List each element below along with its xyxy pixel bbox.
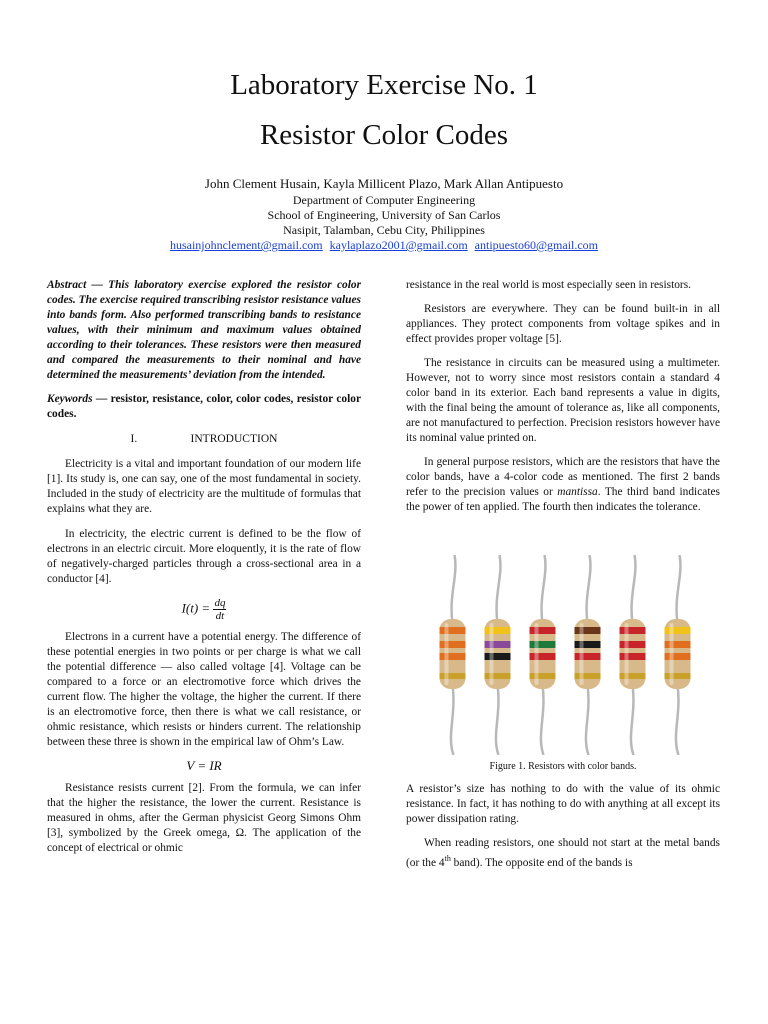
right-column-continued <box>406 782 720 871</box>
section-heading-introduction <box>47 432 361 447</box>
color-band-gold <box>530 673 556 679</box>
resistor-highlight <box>580 623 584 685</box>
paragraph: Electrons in a current have a potential energy. The difference of these potential energies in two points or per charge is what we call the potential difference — also called voltage [4]. Voltage can be compared to a force or an electromotive force which drives the current flow. The higher the voltage, the higher the current. If there is an electromotive force, then there is what we call resistance, or ohmic resistance, which resists or hinders current. The relationship between these three is shown in the empirical law of Ohm’s Law. <box>47 631 361 748</box>
resistor-lead <box>587 555 591 623</box>
equation-current <box>47 597 361 622</box>
figure-caption: Figure 1. Resistors with color bands. <box>489 761 637 772</box>
color-band-red <box>530 627 556 634</box>
email-list <box>0 238 768 253</box>
email-link-antipuesto[interactable]: antipuesto60@gmail.com <box>474 238 599 252</box>
resistor-lead <box>677 555 681 623</box>
paragraph: Resistors are everywhere. They can be found built-in in all appliances. They protect components from voltage spikes and in effect provides proper voltage [5]. <box>406 303 720 345</box>
address: Nasipit, Talamban, Cebu City, Philippines <box>283 223 485 237</box>
color-band-yellow <box>485 627 511 634</box>
paragraph-text: band). The opposite end of the bands is <box>450 856 633 869</box>
paragraph <box>406 836 720 871</box>
resistor-lead <box>676 685 679 755</box>
paragraph-text: When reading resistors, one should not start at the metal bands (or the 4 <box>406 837 720 869</box>
color-band-red <box>620 627 646 634</box>
color-band-orange <box>665 653 691 660</box>
keywords-label: Keywords <box>47 393 93 405</box>
color-band-red <box>530 653 556 660</box>
color-band-red <box>620 653 646 660</box>
color-band-brown <box>575 627 601 634</box>
color-band-yellow <box>665 627 691 634</box>
title-line2: Resistor Color Codes <box>259 119 509 151</box>
right-column <box>406 278 720 515</box>
color-band-black <box>485 653 511 660</box>
abstract <box>47 278 361 383</box>
paragraph: Resistance resists current [2]. From the formula, we can infer that the higher the resistance, the lower the current. Resistance is measured in ohms, after the German physicist Georg Simons Ohm [3], symbolized by the Greek omega, Ω. The application of the concept of electrical or ohmic <box>47 782 361 854</box>
resistor-lead <box>542 555 546 623</box>
resistor <box>620 555 646 755</box>
paragraph: In electricity, the electric current is defined to be the flow of electrons in an electric circuit. More eloquently, it is the rate of flow of negatively-charged particles through a cross-sectional area in a conductor [4]. <box>47 528 361 585</box>
resistor <box>575 555 601 755</box>
resistors-figure <box>430 555 700 755</box>
paragraph-text: . The third band indicates the power of ten applied. The fourth then indicates the tolerance. <box>406 486 720 513</box>
color-band-violet <box>485 641 511 648</box>
color-band-gold <box>620 673 646 679</box>
color-band-orange <box>440 641 466 648</box>
resistor-lead <box>497 555 501 623</box>
resistor-highlight <box>625 623 629 685</box>
color-band-orange <box>440 653 466 660</box>
resistor-lead <box>632 555 636 623</box>
title-line1: Laboratory Exercise No. 1 <box>230 69 538 101</box>
paragraph: The resistance in circuits can be measured using a multimeter. However, not to worry since most resistors contain a standard 4 color band in its exterior. Each band represents a value in digits, with the final being the amount of tolerance as, like all components, are not manufactured to perfection. Precision resistors however have its nominal value printed on. <box>406 357 720 444</box>
paragraph: resistance in the real world is most especially seen in resistors. <box>406 279 692 291</box>
keywords-text: — resistor, resistance, color, color codes, resistor color codes. <box>47 393 361 420</box>
superscript: th <box>444 854 451 863</box>
department: Department of Computer Engineering <box>292 193 476 207</box>
color-band-gold <box>485 673 511 679</box>
email-link-plazo[interactable]: kaylaplazo2001@gmail.com <box>329 238 468 252</box>
equation-ohms-law: V = IR <box>186 758 222 773</box>
fraction <box>213 597 226 622</box>
paragraph-text: In general purpose resistors, which are the resistors that have the color bands, have a 4-color code as mentioned. The first 2 bands refer to the precision values or <box>406 456 720 498</box>
resistor-lead <box>451 685 454 755</box>
color-band-red <box>620 641 646 648</box>
color-band-gold <box>665 673 691 679</box>
color-band-black <box>575 641 601 648</box>
authors: John Clement Husain, Kayla Millicent Plazo, Mark Allan Antipuesto <box>204 176 564 191</box>
color-band-orange <box>665 641 691 648</box>
resistor-lead <box>586 685 589 755</box>
abstract-label: Abstract <box>47 279 87 291</box>
color-band-orange <box>440 627 466 634</box>
section-title: INTRODUCTION <box>190 433 278 445</box>
color-band-red <box>575 653 601 660</box>
paragraph: Electricity is a vital and important foundation of our modern life [1]. Its study is, one can say, one of the most fundamental in society. Included in the study of electricity are the multitude of formulas that explains what they are. <box>47 458 361 515</box>
emphasis-mantissa: mantissa <box>557 486 598 498</box>
resistor-lead <box>452 555 456 623</box>
resistor-lead <box>631 685 634 755</box>
email-link-husain[interactable]: husainjohnclement@gmail.com <box>169 238 323 252</box>
resistor-highlight <box>535 623 539 685</box>
resistor-lead <box>496 685 499 755</box>
resistor-highlight <box>445 623 449 685</box>
paragraph <box>406 455 720 515</box>
color-band-gold <box>575 673 601 679</box>
keywords <box>47 392 361 422</box>
equation-lhs: I(t) = <box>181 600 211 616</box>
abstract-text: — This laboratory exercise explored the resistor color codes. The exercise required transcribing resistor resistance values into bands form. Also performed transcribing bands to resistance values, with their minimum and maximum values obtained according to their tolerances. These resistors were then measured and compared the measurements to their nominal and have determined the measurements’ deviation from the intended. <box>47 279 361 381</box>
resistor-highlight <box>670 623 674 685</box>
left-column <box>47 278 361 856</box>
color-band-green <box>530 641 556 648</box>
resistor-highlight <box>490 623 494 685</box>
section-number: I. <box>130 433 138 445</box>
resistor-lead <box>541 685 544 755</box>
fraction-numerator: dq <box>214 597 226 609</box>
resistor <box>440 555 466 755</box>
school: School of Engineering, University of San Carlos <box>267 208 501 222</box>
resistor <box>485 555 511 755</box>
fraction-denominator: dt <box>215 610 225 622</box>
color-band-gold <box>440 673 466 679</box>
resistor <box>530 555 556 755</box>
resistor <box>665 555 691 755</box>
paragraph: A resistor’s size has nothing to do with the value of its ohmic resistance. In fact, it has nothing to do with anything at all except its power dissipation rating. <box>406 783 720 825</box>
